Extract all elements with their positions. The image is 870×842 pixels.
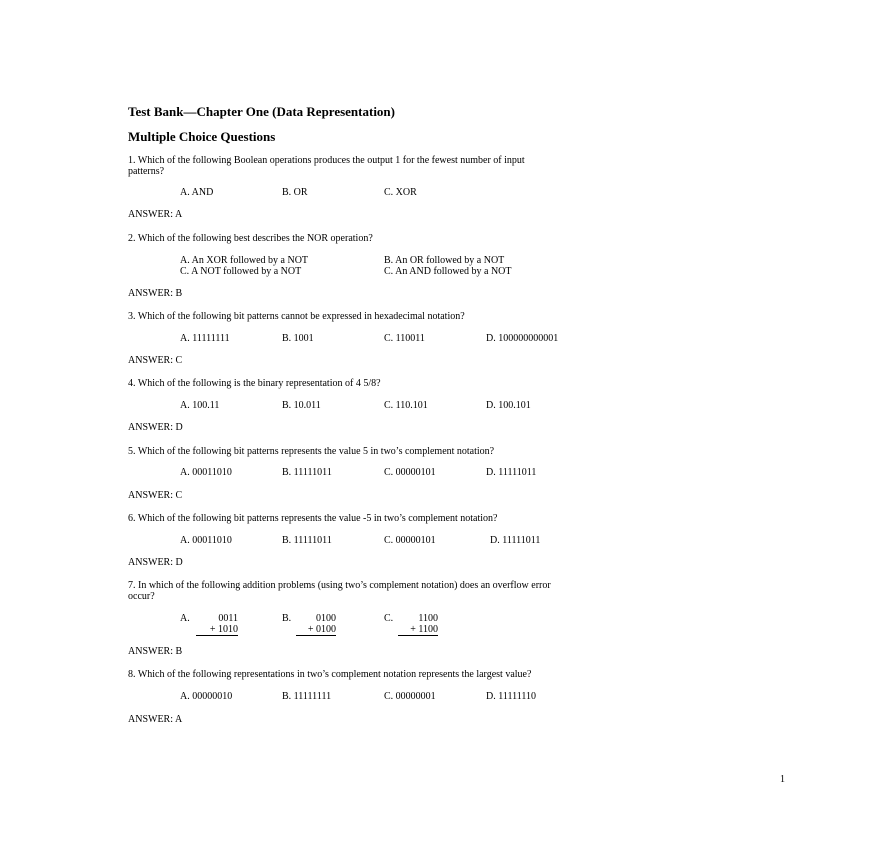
question-5-option-a: A. 00011010 [180,467,232,478]
question-2-option-c: C. A NOT followed by a NOT [180,266,302,277]
question-7-option-b-top: 0100 [316,613,336,624]
question-3-text: 3. Which of the following bit patterns cannot be expressed in hexadecimal notation? [128,311,465,322]
question-4-option-b: B. 10.011 [282,400,321,411]
question-5-answer: ANSWER: C [128,490,183,501]
question-6-option-d: D. 11111011 [490,535,541,546]
question-7-text [128,580,551,602]
question-3-answer: ANSWER: C [128,355,183,366]
question-7-option-a-bottom: + 1010 [196,624,238,636]
question-4-text: 4. Which of the following is the binary representation of 4 5/8? [128,378,381,389]
question-8-option-d: D. 11111110 [486,691,536,702]
question-1-option-c: C. XOR [384,187,417,198]
question-2-option-a: A. An XOR followed by a NOT [180,255,309,266]
document-title: Test Bank—Chapter One (Data Representation) [128,104,395,119]
question-1-text [128,155,525,177]
question-7-option-a-label: A. [180,613,190,624]
question-4-option-d: D. 100.101 [486,400,531,411]
page-number: 1 [780,774,785,785]
question-7-line2: occur? [128,591,155,602]
question-6-option-c: C. 00000101 [384,535,436,546]
question-7-option-a-top: 0011 [218,613,238,624]
question-2-option-b: B. An OR followed by a NOT [384,255,505,266]
question-4-answer: ANSWER: D [128,422,183,433]
question-6-answer: ANSWER: D [128,557,183,568]
question-3-option-c: C. 110011 [384,333,425,344]
question-3-option-d: D. 100000000001 [486,333,559,344]
question-2-text: 2. Which of the following best describes the NOR operation? [128,233,373,244]
question-8-text: 8. Which of the following representations in two’s complement notation represents the largest value? [128,669,532,680]
question-7-answer: ANSWER: B [128,646,183,657]
question-6-option-a: A. 00011010 [180,535,232,546]
question-8-option-c: C. 00000001 [384,691,436,702]
question-5-option-b: B. 11111011 [282,467,332,478]
question-7-option-b-sum [296,613,336,636]
question-7-option-c-top: 1100 [418,613,438,624]
question-3-option-a: A. 11111111 [180,333,230,344]
question-4-option-a: A. 100.11 [180,400,220,411]
question-3-option-b: B. 1001 [282,333,314,344]
section-heading: Multiple Choice Questions [128,129,276,144]
question-1-answer: ANSWER: A [128,209,183,220]
question-7-option-b-label: B. [282,613,292,624]
question-6-option-b: B. 11111011 [282,535,332,546]
question-4-option-c: C. 110.101 [384,400,428,411]
question-1-line1: 1. Which of the following Boolean operations produces the output 1 for the fewest number of input [128,155,525,166]
question-1-option-a: A. AND [180,187,214,198]
question-5-option-d: D. 11111011 [486,467,537,478]
question-7-option-c-bottom: + 1100 [398,624,438,636]
question-7-option-b-bottom: + 0100 [296,624,336,636]
question-7-option-c-label: C. [384,613,394,624]
question-8-answer: ANSWER: A [128,714,183,725]
question-8-option-a: A. 00000010 [180,691,233,702]
question-7-option-a-sum [196,613,238,636]
question-1-option-b: B. OR [282,187,308,198]
question-7-option-c-sum [398,613,438,636]
question-5-text: 5. Which of the following bit patterns represents the value 5 in two’s complement notation? [128,446,495,457]
question-2-answer: ANSWER: B [128,288,183,299]
question-6-text: 6. Which of the following bit patterns represents the value -5 in two’s complement notation? [128,513,498,524]
question-5-option-c: C. 00000101 [384,467,436,478]
question-7-line1: 7. In which of the following addition problems (using two’s complement notation) does an overflow error [128,580,551,591]
question-2-option-d: C. An AND followed by a NOT [384,266,512,277]
question-1-line2: patterns? [128,166,165,177]
question-8-option-b: B. 11111111 [282,691,332,702]
